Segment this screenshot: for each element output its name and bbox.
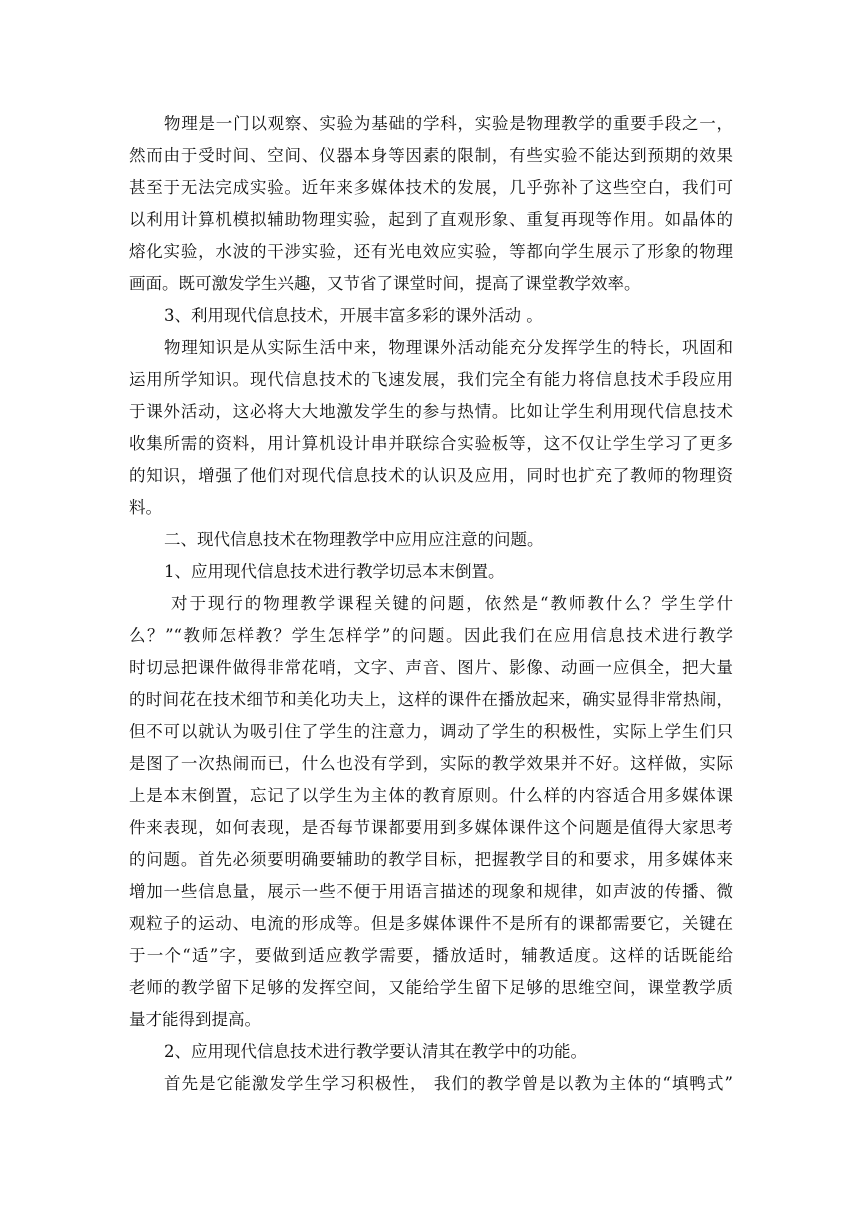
paragraph-line: 熔化实验，水波的干涉实验，还有光电效应实验，等都向学生展示了形象的物理 bbox=[129, 242, 733, 261]
section-heading: 二、现代信息技术在物理教学中应用应注意的问题。 bbox=[164, 530, 544, 549]
paragraph-line: 于课外活动，这必将大大地激发学生的参与热情。比如让学生利用现代信息技术 bbox=[129, 402, 733, 421]
paragraph-line: 运用所学知识。现代信息技术的飞速发展，我们完全有能力将信息技术手段应用 bbox=[129, 370, 733, 389]
paragraph-line: 画面。既可激发学生兴趣，又节省了课堂时间，提高了课堂教学效率。 bbox=[129, 274, 641, 293]
paragraph-line: 物理知识是从实际生活中来，物理课外活动能充分发挥学生的特长，巩固和 bbox=[164, 338, 733, 357]
paragraph-line: 量才能得到提高。 bbox=[129, 1010, 261, 1029]
paragraph-line: 上是本末倒置，忘记了以学生为主体的教育原则。什么样的内容适合用多媒体课 bbox=[129, 786, 733, 805]
paragraph-line: 的时间花在技术细节和美化功夫上，这样的课件在播放起来，确实显得非常热闹， bbox=[129, 690, 733, 709]
section-heading: 1、应用现代信息技术进行教学切忌本末倒置。 bbox=[164, 562, 505, 581]
paragraph-line: 首先是它能激发学生学习积极性， 我们的教学曾是以教为主体的“填鸭式” bbox=[164, 1074, 733, 1093]
section-heading: 3、利用现代信息技术，开展丰富多彩的课外活动 。 bbox=[164, 306, 543, 325]
paragraph-line: 老师的教学留下足够的发挥空间，又能给学生留下足够的思维空间，课堂教学质 bbox=[129, 978, 733, 997]
paragraph-line: 观粒子的运动、电流的形成等。但是多媒体课件不是所有的课都需要它，关键在 bbox=[129, 914, 733, 933]
paragraph-line: 的问题。首先必须要明确要辅助的教学目标，把握教学目的和要求，用多媒体来 bbox=[129, 850, 733, 869]
document-body bbox=[129, 108, 733, 1100]
paragraph-line: 物理是一门以观察、实验为基础的学科，实验是物理教学的重要手段之一， bbox=[164, 114, 733, 133]
paragraph-line: 以利用计算机模拟辅助物理实验，起到了直观形象、重复再现等作用。如晶体的 bbox=[129, 210, 733, 229]
section-heading: 2、应用现代信息技术进行教学要认清其在教学中的功能。 bbox=[164, 1042, 587, 1061]
paragraph-line: 然而由于受时间、空间、仪器本身等因素的限制，有些实验不能达到预期的效果 bbox=[129, 146, 733, 165]
paragraph-line: 么？”“教师怎样教？学生怎样学”的问题。因此我们在应用信息技术进行教学 bbox=[129, 626, 733, 645]
paragraph-line: 甚至于无法完成实验。近年来多媒体技术的发展，几乎弥补了这些空白，我们可 bbox=[129, 178, 733, 197]
paragraph-line: 是图了一次热闹而已，什么也没有学到，实际的教学效果并不好。这样做，实际 bbox=[129, 754, 733, 773]
paragraph-line: 收集所需的资料，用计算机设计串并联综合实验板等，这不仅让学生学习了更多 bbox=[129, 434, 733, 453]
paragraph-line: 对于现行的物理教学课程关键的问题，依然是“教师教什么？学生学什 bbox=[171, 594, 733, 613]
paragraph-line: 但不可以就认为吸引住了学生的注意力，调动了学生的积极性，实际上学生们只 bbox=[129, 722, 733, 741]
paragraph-line: 增加一些信息量，展示一些不便于用语言描述的现象和规律，如声波的传播、微 bbox=[129, 882, 733, 901]
paragraph-line: 于一个“适”字，要做到适应教学需要，播放适时，辅教适度。这样的话既能给 bbox=[129, 946, 733, 965]
paragraph-line: 料。 bbox=[129, 498, 162, 517]
paragraph-line: 件来表现，如何表现，是否每节课都要用到多媒体课件这个问题是值得大家思考 bbox=[129, 818, 733, 837]
paragraph-line: 的知识，增强了他们对现代信息技术的认识及应用，同时也扩充了教师的物理资 bbox=[129, 466, 733, 485]
paragraph-line: 时切忌把课件做得非常花哨，文字、声音、图片、影像、动画一应俱全，把大量 bbox=[129, 658, 733, 677]
